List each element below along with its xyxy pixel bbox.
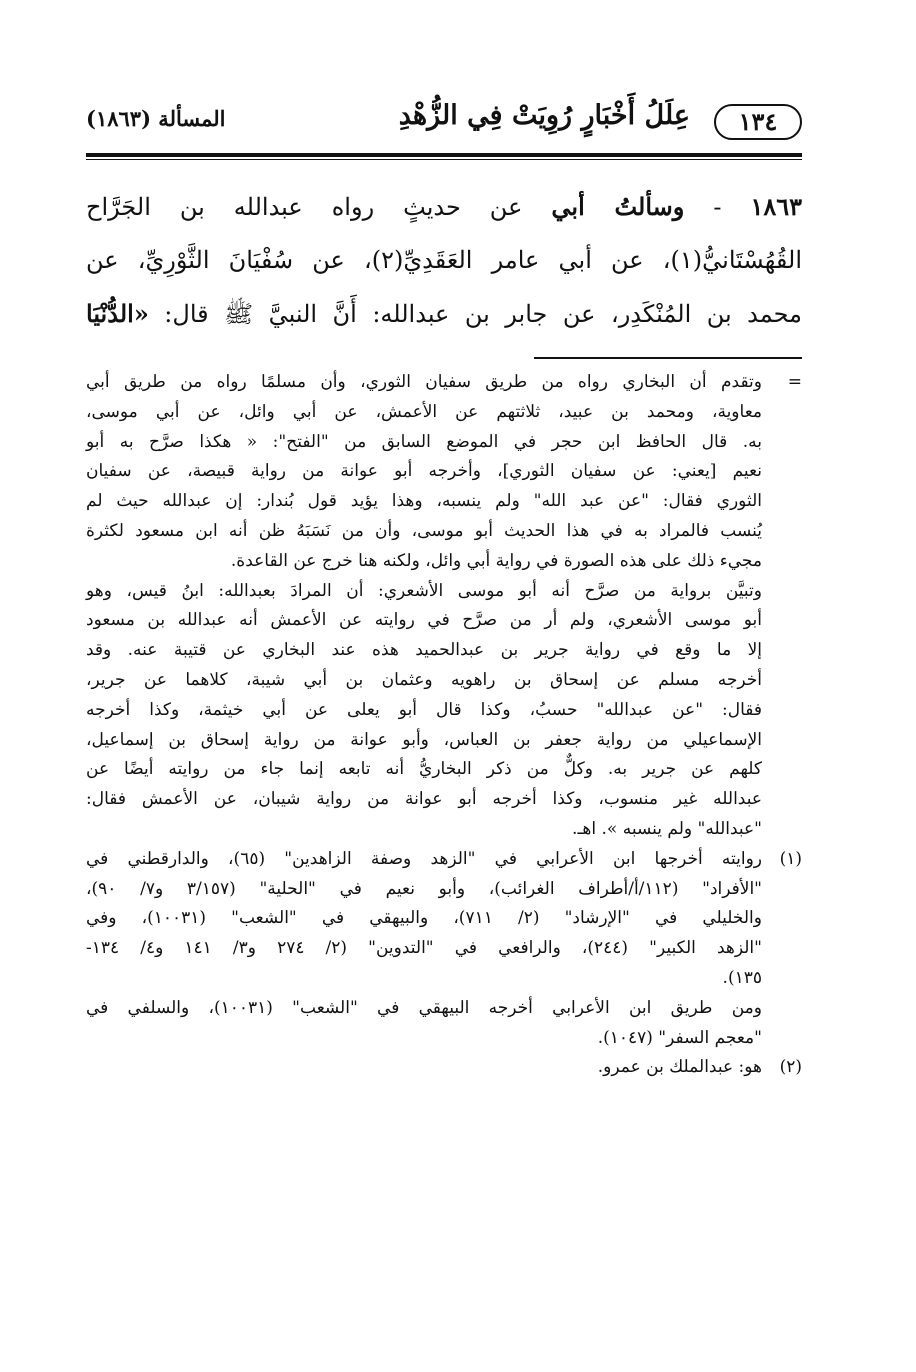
header-rule-thick bbox=[86, 153, 802, 157]
footnote-line: ١٣٥). bbox=[722, 967, 762, 988]
main-text bbox=[86, 180, 802, 341]
issue-number: ١٨٦٣ bbox=[750, 192, 803, 221]
footnote-line: وتقدم أن البخاري رواه من طريق سفيان الثوري، وأن مسلمًا رواه من طريق أبي bbox=[86, 372, 762, 392]
main-line-1 bbox=[86, 180, 802, 234]
footnote-marker: = bbox=[787, 372, 802, 392]
footnote-1-continued bbox=[86, 994, 802, 1054]
main-line-3 bbox=[86, 287, 802, 341]
footnote-line: به. قال الحافظ ابن حجر في الموضع السابق من "الفتح": « هكذا صرَّح به أبو bbox=[86, 431, 762, 452]
footnote-line: الثوري فقال: "عن عبد الله" ولم ينسبه، وهذا يؤيد قول بُندار: إن عبدالله حيث لم bbox=[86, 491, 762, 512]
footnote-line: "عبدالله" ولم ينسبه ». اهـ. bbox=[572, 818, 762, 839]
footnote-line: فقال: "عن عبدالله" حسبُ، وكذا قال أبو يعلى عن أبي خيثمة، وكذا أخرجه bbox=[86, 699, 762, 720]
issue-dash: - bbox=[684, 193, 751, 221]
footnote-separator bbox=[534, 357, 802, 359]
footnote-1 bbox=[86, 845, 802, 994]
footnote-line: "الزهد الكبير" (٢٤٤)، والرافعي في "التدوين" (٢/ ٢٧٤ و٣/ ١٤١ و٤/ ١٣٤- bbox=[86, 938, 762, 959]
main-line-2: القُهُسْتَانيُّ(١)، عن أبي عامر العَقَدِيِّ(٢)، عن سُفْيَانَ الثَّوْرِيِّ، عن bbox=[86, 246, 802, 274]
issue-label: المسألة (١٨٦٣) bbox=[86, 106, 226, 131]
footnote-marker: (٢) bbox=[779, 1057, 802, 1078]
footnotes bbox=[86, 368, 802, 1083]
footnote-line: مجيء ذلك على هذه الصورة في رواية أبي وائل، ولكنه هنا خرج عن القاعدة. bbox=[230, 550, 762, 571]
hadith-start: «الدُّنْيَا bbox=[86, 299, 149, 328]
footnote-line: وتبيَّن برواية من صرَّح أنه أبو موسى الأشعري: أن المرادَ بعبدالله: ابنُ قيس، وهو bbox=[86, 580, 762, 601]
question-lead: وسألتُ أبي bbox=[551, 192, 685, 221]
footnote-line: نعيم [يعني: عن سفيان الثوري]، وأخرجه أبو عوانة من رواية قبيصة، عن سفيان bbox=[86, 461, 762, 482]
footnote-line: الإسماعيلي من رواية جعفر بن العباس، وأبو عوانة من رواية إسحاق بن إسماعيل، bbox=[86, 729, 762, 750]
header-rule-thin bbox=[86, 159, 802, 160]
footnote-line: والخليلي في "الإرشاد" (٢/ ٧١١)، والبيهقي في "الشعب" (١٠٠٣١)، وفي bbox=[86, 908, 762, 929]
main-line-text-1: عن حديثٍ رواه عبدالله بن الجَرَّاح bbox=[86, 193, 552, 221]
page-number: ١٣٤ bbox=[714, 104, 802, 140]
footnote-line: "معجم السفر" (١٠٤٧). bbox=[597, 1027, 762, 1048]
main-line-text-3: محمد بن المُنْكَدِر، عن جابر بن عبدالله: أَنَّ النبيَّ ﷺ قال: bbox=[148, 300, 802, 328]
footnote-line: يُنسب فالمراد به في هذا الحديث أبو موسى، وأن من نَسَبَهُ ظن أنه ابن مسعود لكثرة bbox=[86, 520, 762, 541]
footnote-line: "الأفراد" (١١٢/أ/أطراف الغرائب)، وأبو نعيم في "الحلية" (٣/١٥٧ و٧/ ٩٠)، bbox=[86, 878, 763, 899]
footnote-line: عبدالله غير منسوب، وكذا أخرجه أبو عوانة من رواية شيبان، عن الأعمش فقال: bbox=[86, 789, 762, 810]
footnote-line: إلا ما وقع في رواية جرير بن عبدالحميد هذه عند البخاري عن قتيبة عنه. وقد bbox=[86, 640, 762, 661]
footnote-line: هو: عبدالملك بن عمرو. bbox=[597, 1057, 762, 1078]
footnote-line: أبو موسى الأشعري، ولم أر من صرَّح في روايته عن الأعمش أنه عبدالله بن مسعود bbox=[86, 610, 762, 631]
footnote-line: معاوية، ومحمد بن عبيد، ثلاثتهم عن الأعمش، عن أبي وائل، عن أبي موسى، bbox=[86, 401, 762, 422]
footnote-2 bbox=[86, 1053, 802, 1083]
footnote-line: كلهم عن جرير به. وكلٌّ من ذكر البخاريُّ أنه تابعه إنما جاء من روايته أيضًا عن bbox=[86, 759, 762, 780]
book-title: عِلَلُ أَخْبَارٍ رُوِيَتْ فِي الزُّهْدِ bbox=[398, 100, 690, 131]
footnote-line: أخرجه مسلم عن إسحاق بن راهويه وعثمان بن أبي شيبة، كلاهما عن جرير، bbox=[86, 669, 762, 690]
footnote-line: ومن طريق ابن الأعرابي أخرجه البيهقي في "الشعب" (١٠٠٣١)، والسلفي في bbox=[86, 997, 762, 1018]
footnote-line: روايته أخرجها ابن الأعرابي في "الزهد وصفة الزاهدين" (٦٥)، والدارقطني في bbox=[86, 848, 763, 869]
footnote-continued bbox=[86, 368, 802, 845]
footnote-marker: (١) bbox=[779, 848, 802, 869]
page-header bbox=[86, 100, 802, 150]
